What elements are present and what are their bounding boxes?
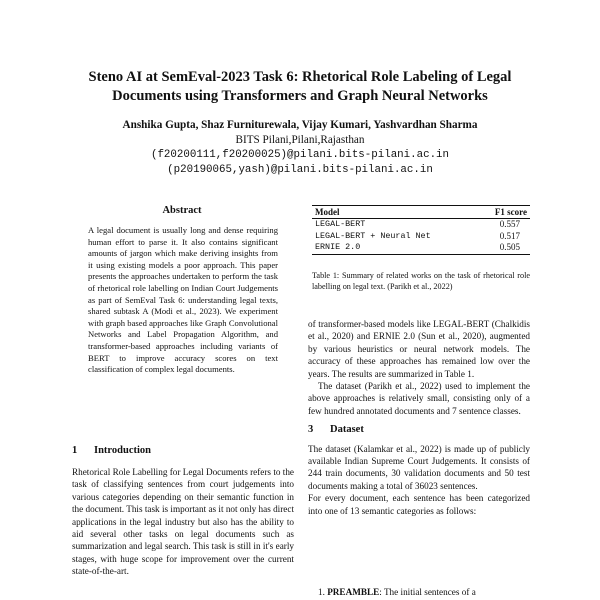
table-row — [312, 242, 530, 254]
paper-title — [60, 68, 540, 106]
score-cell: 0.517 — [499, 230, 520, 241]
dataset-section-number: 3 — [308, 424, 314, 436]
model-cell: ERNIE 2.0 — [312, 242, 478, 254]
list-text: : The initial sentences of a — [379, 587, 476, 597]
results-table — [312, 205, 530, 255]
dataset-paragraph: The dataset (Kalamkar et al., 2022) is made up of publicly available Indian Supreme Court Judgements. It consists of 244 train documents, 30 validation documents and 50 test documents making a total of 36023 sentences. — [308, 443, 530, 491]
email-line-2: (p20190065,yash)@pilani.bits-pilani.ac.in — [167, 164, 433, 176]
list-item — [318, 586, 530, 598]
header-score: F1 score — [478, 206, 530, 219]
intro-section-heading — [72, 445, 151, 456]
author-block — [60, 118, 540, 178]
model-cell: LEGAL-BERT + Neural Net — [315, 230, 431, 241]
list-term: PREAMBLE — [327, 587, 380, 597]
right-column — [308, 318, 530, 517]
abstract-text: A legal document is usually long and dense requiring human effort to parse it. It also contains significant amounts of jargon which make deriving insights from it using existing models a poor approach. This paper presents the approaches undertaken to perform the task of rhetorical role labelling on Indian Court Judgements as part of SemEval Task 6: understanding legal texts, shared subtask A (Modi et al., 2023). We experiment with graph based approaches like Graph Convolutional Networks and Label Propagation Algorithm, and transformer-based approaches including variants of BERT to improve accuracy scores on text classification of complex legal documents. — [88, 225, 278, 375]
score-cell: 0.505 — [478, 242, 530, 254]
model-cell: LEGAL-BERT — [315, 219, 366, 229]
intro-paragraph: Rhetorical Role Labelling for Legal Documents refers to the task of classifying sentences from court judgements into various categories depending on their semantic function in the document. This task is important as it not only has direct applications in the legal industry but also has the ability to aid several other tasks on legal documents such as summarization and legal search. This task is still in it's early stages, with huge scope for improvement over the current state-of-the-art. — [72, 467, 294, 577]
intro-section-title: Introduction — [94, 445, 151, 456]
abstract-heading: Abstract — [162, 205, 202, 216]
author-names: Anshika Gupta, Shaz Furniturewala, Vijay Kumari, Yashvardhan Sharma — [122, 119, 478, 131]
table-row — [312, 231, 530, 243]
header-model: Model — [312, 206, 478, 219]
dataset-section-heading — [308, 424, 530, 436]
table-caption: Table 1: Summary of related works on the task of rhetorical role labelling on legal text. (Parikh et al., 2022) — [312, 271, 530, 291]
table-header-row — [312, 206, 530, 219]
categories-paragraph: For every document, each sentence has been categorized into one of 13 semantic categories as follows: — [308, 493, 530, 516]
related-work-paragraph: of transformer-based models like LEGAL-BERT (Chalkidis et al., 2020) and ERNIE 2.0 (Sun et al., 2020), augmented by various heuristics or neural network models. The accuracy of these approaches has remained low over the years. The results are summarized in Table 1. — [308, 319, 530, 379]
table-row — [312, 219, 530, 231]
intro-section-number: 1 — [72, 445, 78, 456]
title-line-2: Documents using Transformers and Graph Neural Networks — [112, 88, 488, 104]
title-line-1: Steno AI at SemEval-2023 Task 6: Rhetorical Role Labeling of Legal — [88, 69, 512, 85]
dataset-size-paragraph: The dataset (Parikh et al., 2022) used to implement the above approaches is relatively small, consisting only of a few hundred annotated documents and 7 sentence classes. — [308, 381, 530, 416]
affiliation: BITS Pilani,Pilani,Rajasthan — [235, 134, 365, 146]
dataset-section-title: Dataset — [330, 424, 364, 436]
score-cell: 0.557 — [499, 219, 520, 229]
email-line-1: (f20200111,f20200025)@pilani.bits-pilani.ac.in — [150, 149, 450, 161]
list-number: 1. — [318, 587, 325, 597]
